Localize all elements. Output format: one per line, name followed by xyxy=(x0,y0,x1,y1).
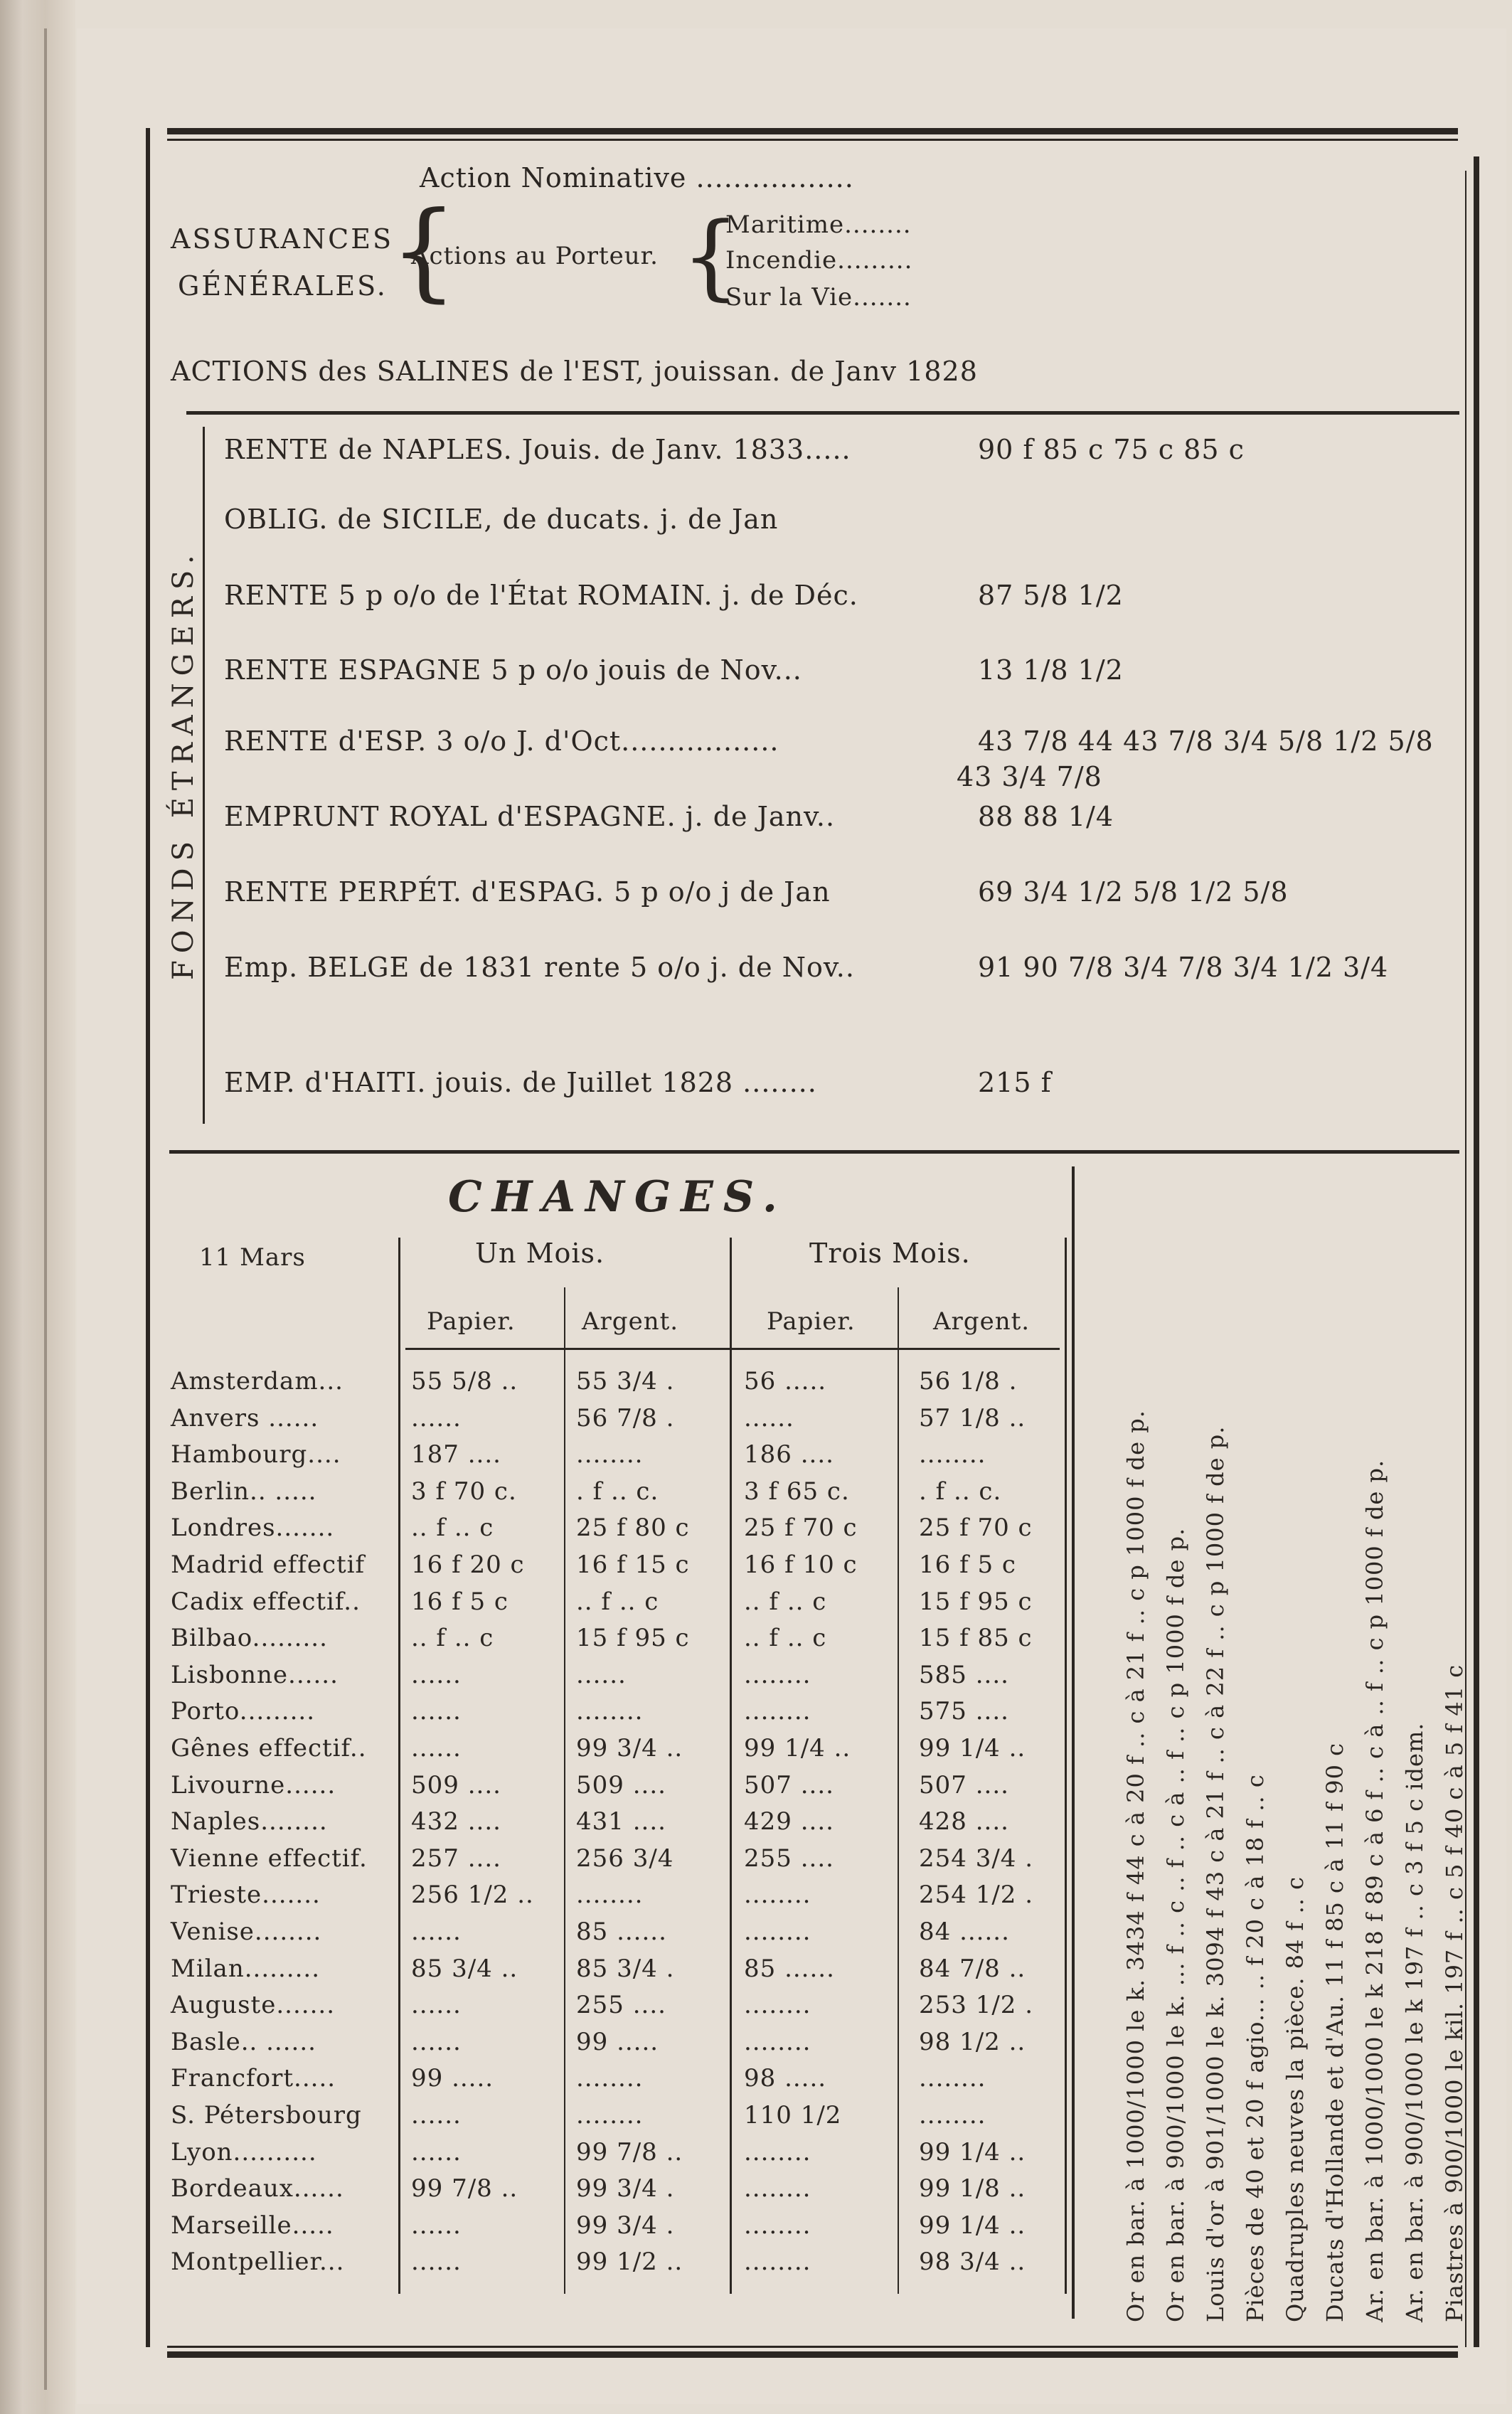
change-papier-1m: 99 7/8 .. xyxy=(411,2174,518,2203)
change-argent-3m: 57 1/8 .. xyxy=(919,1404,1026,1432)
change-papier-3m: 85 ...... xyxy=(744,1955,835,1983)
change-papier-3m: ........ xyxy=(744,1991,811,2019)
fonds-value: 90 f 85 c 75 c 85 c xyxy=(978,434,1245,465)
change-papier-3m: ........ xyxy=(744,1881,811,1909)
section-rule-1 xyxy=(186,411,1459,415)
change-argent-1m: ...... xyxy=(576,1661,627,1689)
fonds-label: EMP. d'HAITI. jouis. de Juillet 1828 ........ xyxy=(224,1067,817,1098)
fonds-value: 88 88 1/4 xyxy=(978,801,1114,832)
change-argent-1m: 85 3/4 . xyxy=(576,1955,675,1983)
change-argent-1m: ........ xyxy=(576,2101,644,2129)
change-argent-3m: ........ xyxy=(919,2101,986,2129)
top-rule xyxy=(167,128,1458,134)
changes-title: CHANGES. xyxy=(448,1172,787,1222)
change-argent-3m: 84 ...... xyxy=(919,1918,1010,1946)
incendie: Incendie......... xyxy=(725,246,913,275)
change-argent-3m: 99 1/4 .. xyxy=(919,1734,1026,1762)
change-argent-3m: 254 3/4 . xyxy=(919,1844,1034,1873)
fonds-value: 69 3/4 1/2 5/8 1/2 5/8 xyxy=(978,876,1289,908)
trois-mois-header: Trois Mois. xyxy=(809,1238,971,1269)
change-city: Lisbonne...... xyxy=(171,1661,339,1689)
col-rule-1 xyxy=(564,1287,565,2294)
change-argent-3m: ........ xyxy=(919,2064,986,2093)
change-argent-3m: 98 3/4 .. xyxy=(919,2248,1026,2276)
argent-2: Argent. xyxy=(933,1307,1031,1336)
change-papier-1m: ...... xyxy=(411,2138,462,2166)
change-city: Bilbao......... xyxy=(171,1624,328,1652)
change-city: Trieste....... xyxy=(171,1881,321,1909)
change-argent-3m: 99 1/4 .. xyxy=(919,2211,1026,2240)
change-city: Naples........ xyxy=(171,1807,328,1836)
change-papier-1m: 432 .... xyxy=(411,1807,501,1836)
change-city: Francfort..... xyxy=(171,2064,336,2093)
fonds-label: Emp. BELGE de 1831 rente 5 o/o j. de Nov.. xyxy=(224,952,855,983)
change-papier-1m: ...... xyxy=(411,2101,462,2129)
change-papier-1m: ...... xyxy=(411,2211,462,2240)
fonds-value: 13 1/8 1/2 xyxy=(978,654,1124,686)
change-city: Basle.. ...... xyxy=(171,2028,316,2056)
change-papier-1m: .. f .. c xyxy=(411,1624,494,1652)
change-argent-1m: 15 f 95 c xyxy=(576,1624,690,1652)
papier-2: Papier. xyxy=(767,1307,856,1336)
change-papier-3m: ........ xyxy=(744,1661,811,1689)
fonds-value-2: 43 3/4 7/8 xyxy=(957,761,1102,792)
change-city: Porto......... xyxy=(171,1697,316,1726)
change-papier-1m: ...... xyxy=(411,1918,462,1946)
change-papier-1m: ...... xyxy=(411,1661,462,1689)
change-argent-3m: 99 1/4 .. xyxy=(919,2138,1026,2166)
change-papier-1m: 3 f 70 c. xyxy=(411,1477,517,1506)
col-rule-3 xyxy=(898,1287,899,2294)
change-city: Madrid effectif xyxy=(171,1551,366,1579)
change-papier-3m: ........ xyxy=(744,1697,811,1726)
change-argent-1m: 55 3/4 . xyxy=(576,1367,675,1395)
change-city: S. Pétersbourg xyxy=(171,2101,362,2129)
change-papier-3m: 110 1/2 xyxy=(744,2101,842,2129)
fonds-label: RENTE PERPÉT. d'ESPAG. 5 p o/o j de Jan xyxy=(224,876,831,908)
change-argent-3m: 254 1/2 . xyxy=(919,1881,1034,1909)
change-argent-3m: 99 1/8 .. xyxy=(919,2174,1026,2203)
changes-date: 11 Mars xyxy=(199,1243,306,1272)
section-rule-2 xyxy=(169,1150,1459,1154)
metal-quote-line: Quadruples neuves la pièce. 84 f .. c xyxy=(1282,1876,1309,2322)
change-papier-3m: ........ xyxy=(744,2211,811,2240)
bottom-rule xyxy=(167,2351,1458,2358)
change-argent-3m: 15 f 95 c xyxy=(919,1588,1033,1616)
change-city: Amsterdam... xyxy=(171,1367,344,1395)
metal-quote-line: Ducats d'Hollande et d'Au. 11 f 85 c à 11 f 90 c xyxy=(1321,1742,1348,2322)
salines-line: ACTIONS des SALINES de l'EST, jouissan. de Janv 1828 xyxy=(171,356,978,387)
change-argent-1m: 99 3/4 . xyxy=(576,2211,675,2240)
change-argent-3m: 585 .... xyxy=(919,1661,1009,1689)
fonds-label: RENTE ESPAGNE 5 p o/o jouis de Nov... xyxy=(224,654,802,686)
col-rule-4 xyxy=(1065,1238,1067,2294)
change-argent-1m: 255 .... xyxy=(576,1991,666,2019)
change-papier-1m: 257 .... xyxy=(411,1844,501,1873)
change-argent-1m: 99 3/4 .. xyxy=(576,1734,683,1762)
change-papier-3m: ........ xyxy=(744,1918,811,1946)
change-papier-3m: ........ xyxy=(744,2138,811,2166)
change-city: Milan......... xyxy=(171,1955,320,1983)
change-argent-3m: 56 1/8 . xyxy=(919,1367,1018,1395)
col-rule-0 xyxy=(398,1238,400,2294)
book-spine xyxy=(0,0,75,2414)
change-papier-1m: ...... xyxy=(411,1734,462,1762)
change-papier-1m: 187 .... xyxy=(411,1440,501,1469)
metal-quote-line: Ar. en bar. à 900/1000 le k 197 f .. c 3 f 5 c idem. xyxy=(1401,1722,1428,2322)
change-argent-1m: 99 7/8 .. xyxy=(576,2138,683,2166)
change-city: Livourne...... xyxy=(171,1771,336,1799)
change-city: Marseille..... xyxy=(171,2211,334,2240)
frame-right xyxy=(1474,156,1479,2347)
change-argent-3m: 98 1/2 .. xyxy=(919,2028,1026,2056)
change-argent-1m: 99 1/2 .. xyxy=(576,2248,683,2276)
change-papier-1m: ...... xyxy=(411,2028,462,2056)
change-papier-3m: .. f .. c xyxy=(744,1588,827,1616)
change-papier-1m: ...... xyxy=(411,1697,462,1726)
change-city: Auguste....... xyxy=(171,1991,335,2019)
change-argent-3m: . f .. c. xyxy=(919,1477,1002,1506)
change-city: Cadix effectif.. xyxy=(171,1588,361,1616)
change-argent-1m: ........ xyxy=(576,1697,644,1726)
change-city: Vienne effectif. xyxy=(171,1844,368,1873)
change-city: Hambourg.... xyxy=(171,1440,341,1469)
fonds-label: EMPRUNT ROYAL d'ESPAGNE. j. de Janv.. xyxy=(224,801,836,832)
change-papier-3m: 186 .... xyxy=(744,1440,834,1469)
sur-la-vie: Sur la Vie....... xyxy=(725,283,912,312)
metal-quote-line: Or en bar. à 900/1000 le k. ... f .. c .. f .. c à .. f .. c p 1000 f de p. xyxy=(1162,1527,1189,2322)
change-argent-1m: 509 .... xyxy=(576,1771,666,1799)
change-argent-3m: 253 1/2 . xyxy=(919,1991,1034,2019)
col-rule-5 xyxy=(1072,1166,1075,2319)
change-papier-3m: 3 f 65 c. xyxy=(744,1477,850,1506)
change-city: Venise........ xyxy=(171,1918,322,1946)
change-papier-1m: ...... xyxy=(411,2248,462,2276)
metal-quote-line: Piastres à 900/1000 le kil. 197 f .. c 5 f 40 c à 5 f 41 c xyxy=(1441,1664,1468,2322)
bottom-rule-thin xyxy=(167,2346,1458,2348)
change-papier-3m: .. f .. c xyxy=(744,1624,827,1652)
change-argent-3m: 507 .... xyxy=(919,1771,1009,1799)
change-argent-1m: 16 f 15 c xyxy=(576,1551,690,1579)
change-argent-1m: 56 7/8 . xyxy=(576,1404,675,1432)
frame-left xyxy=(146,128,150,2347)
change-argent-3m: 84 7/8 .. xyxy=(919,1955,1026,1983)
change-argent-3m: ........ xyxy=(919,1440,986,1469)
assurances-title-1: ASSURANCES xyxy=(171,223,394,255)
change-papier-3m: 56 ..... xyxy=(744,1367,827,1395)
change-papier-1m: 16 f 5 c xyxy=(411,1588,509,1616)
argent-1: Argent. xyxy=(582,1307,679,1336)
fonds-label: RENTE d'ESP. 3 o/o J. d'Oct................. xyxy=(224,725,779,757)
top-rule-thin xyxy=(167,139,1458,141)
change-papier-3m: 25 f 70 c xyxy=(744,1514,858,1542)
change-argent-1m: ........ xyxy=(576,1440,644,1469)
brace-right: { xyxy=(681,202,741,310)
change-argent-1m: 99 3/4 . xyxy=(576,2174,675,2203)
change-argent-3m: 16 f 5 c xyxy=(919,1551,1016,1579)
change-argent-1m: 431 .... xyxy=(576,1807,666,1836)
change-papier-1m: 256 1/2 .. xyxy=(411,1881,534,1909)
change-city: Bordeaux...... xyxy=(171,2174,344,2203)
change-argent-3m: 15 f 85 c xyxy=(919,1624,1033,1652)
change-papier-3m: ........ xyxy=(744,2028,811,2056)
change-argent-1m: ........ xyxy=(576,2064,644,2093)
col-rule-2 xyxy=(730,1238,732,2294)
metal-quote-line: Louis d'or à 901/1000 le k. 3094 f 43 c à 21 f .. c à 22 f .. c p 1000 f de p. xyxy=(1202,1425,1229,2322)
change-argent-1m: 99 ..... xyxy=(576,2028,659,2056)
un-mois-header: Un Mois. xyxy=(475,1238,605,1269)
fonds-side-rule xyxy=(203,427,205,1124)
metal-quote-line: Ar. en bar. à 1000/1000 le k 218 f 89 c à 6 f .. c à .. f .. c p 1000 f de p. xyxy=(1361,1459,1388,2322)
change-argent-1m: 25 f 80 c xyxy=(576,1514,690,1542)
change-papier-3m: 98 ..... xyxy=(744,2064,827,2093)
header-rule xyxy=(405,1348,1060,1350)
metal-quote-line: Or en bar. à 1000/1000 le k. 3434 f 44 c à 20 f .. c à 21 f .. c p 1000 f de p. xyxy=(1122,1410,1149,2322)
change-city: Anvers ...... xyxy=(171,1404,319,1432)
change-papier-1m: 85 3/4 .. xyxy=(411,1955,518,1983)
change-papier-1m: ...... xyxy=(411,1991,462,2019)
change-argent-1m: .. f .. c xyxy=(576,1588,659,1616)
change-city: Berlin.. ..... xyxy=(171,1477,317,1506)
action-nominative: Action Nominative ................. xyxy=(420,162,854,193)
metal-quote-line: Pièces de 40 et 20 f agio... .. f 20 c à 18 f .. c xyxy=(1242,1774,1269,2322)
fonds-side-label: FONDS ÉTRANGERS. xyxy=(167,548,200,980)
change-city: Gênes effectif.. xyxy=(171,1734,367,1762)
fonds-label: RENTE 5 p o/o de l'État ROMAIN. j. de Déc. xyxy=(224,580,858,611)
fonds-value: 43 7/8 44 43 7/8 3/4 5/8 1/2 5/8 xyxy=(978,725,1434,757)
change-city: Lyon.......... xyxy=(171,2138,317,2166)
change-argent-1m: ........ xyxy=(576,1881,644,1909)
change-argent-3m: 575 .... xyxy=(919,1697,1009,1726)
change-city: Montpellier... xyxy=(171,2248,345,2276)
change-papier-1m: .. f .. c xyxy=(411,1514,494,1542)
change-argent-3m: 25 f 70 c xyxy=(919,1514,1033,1542)
change-papier-1m: 16 f 20 c xyxy=(411,1551,525,1579)
assurances-title-2: GÉNÉRALES. xyxy=(178,270,388,302)
brace-left: { xyxy=(390,189,459,313)
fonds-label: OBLIG. de SICILE, de ducats. j. de Jan xyxy=(224,504,779,535)
change-papier-1m: 55 5/8 .. xyxy=(411,1367,518,1395)
change-city: Londres....... xyxy=(171,1514,335,1542)
change-papier-3m: ...... xyxy=(744,1404,794,1432)
actions-porteur: Actions au Porteur. xyxy=(411,242,659,270)
change-papier-3m: ........ xyxy=(744,2248,811,2276)
change-argent-1m: 85 ...... xyxy=(576,1918,667,1946)
fonds-value: 87 5/8 1/2 xyxy=(978,580,1124,611)
change-papier-1m: ...... xyxy=(411,1404,462,1432)
change-papier-3m: 255 .... xyxy=(744,1844,834,1873)
fonds-label: RENTE de NAPLES. Jouis. de Janv. 1833..... xyxy=(224,434,851,465)
maritime: Maritime........ xyxy=(725,211,912,239)
change-papier-1m: 509 .... xyxy=(411,1771,501,1799)
change-papier-3m: 429 .... xyxy=(744,1807,834,1836)
change-papier-1m: 99 ..... xyxy=(411,2064,494,2093)
fonds-value: 215 f xyxy=(978,1067,1052,1098)
change-papier-3m: 507 .... xyxy=(744,1771,834,1799)
change-papier-3m: 16 f 10 c xyxy=(744,1551,858,1579)
change-papier-3m: ........ xyxy=(744,2174,811,2203)
change-argent-1m: . f .. c. xyxy=(576,1477,659,1506)
papier-1: Papier. xyxy=(427,1307,516,1336)
change-argent-3m: 428 .... xyxy=(919,1807,1009,1836)
change-argent-1m: 256 3/4 xyxy=(576,1844,674,1873)
fonds-value: 91 90 7/8 3/4 7/8 3/4 1/2 3/4 xyxy=(978,952,1389,983)
change-papier-3m: 99 1/4 .. xyxy=(744,1734,851,1762)
